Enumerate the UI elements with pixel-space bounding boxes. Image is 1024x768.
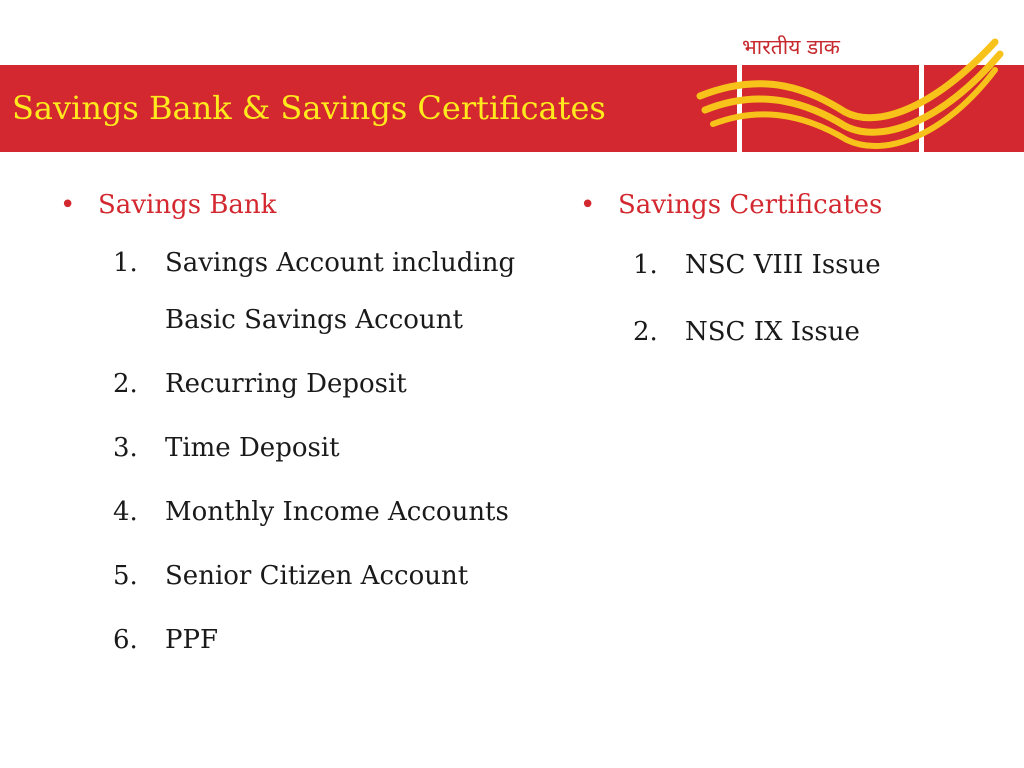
list-item [60,612,560,669]
list-item [60,420,560,477]
list-item [580,237,1000,294]
savings-bank-list [60,235,560,669]
savings-certificates-column [580,185,1000,371]
list-text: Recurring Deposit [165,369,407,399]
india-post-logo-icon [695,0,1024,152]
slide-title: Savings Bank & Savings Certificates [12,89,606,127]
list-index: 2. [633,317,658,347]
list-text: NSC VIII Issue [685,250,881,280]
list-index: 5. [113,561,138,591]
savings-certificates-heading [580,185,1000,225]
list-text: Savings Account including Basic Savings Account [165,248,516,335]
list-index: 1. [113,248,138,278]
list-item [60,235,560,349]
list-item [60,548,560,605]
list-text: Monthly Income Accounts [165,497,509,527]
list-text: Time Deposit [165,433,340,463]
list-index: 3. [113,433,138,463]
savings-bank-heading [60,185,560,225]
list-index: 4. [113,497,138,527]
list-index: 1. [633,250,658,280]
list-text: Senior Citizen Account [165,561,469,591]
heading-text: Savings Certificates [618,190,883,220]
bullet-icon: • [60,190,76,220]
list-item [60,356,560,413]
logo-text: भारतीय डाक [742,35,840,59]
list-index: 6. [113,625,138,655]
heading-text: Savings Bank [98,190,277,220]
list-text: PPF [165,625,219,655]
bullet-icon: • [580,190,596,220]
list-text: NSC IX Issue [685,317,860,347]
savings-certificates-list [580,237,1000,361]
list-item [60,484,560,541]
list-item [580,304,1000,361]
list-index: 2. [113,369,138,399]
savings-bank-column [60,185,560,676]
